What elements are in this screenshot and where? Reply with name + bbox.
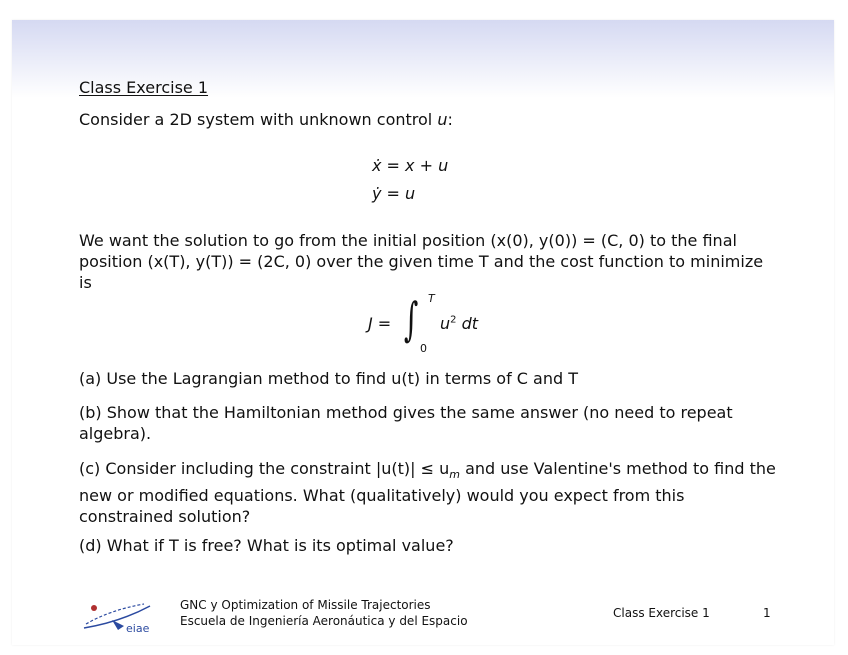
intro-text bbox=[79, 110, 453, 129]
logo-text: eiae bbox=[126, 622, 150, 635]
eiae-logo-icon bbox=[80, 600, 164, 636]
part-c bbox=[79, 458, 779, 527]
part-c-suffix: and use Valentine's method to find the new or modified equations. What (qualitatively) would you expect from this constrained solution? bbox=[79, 459, 776, 527]
part-c-prefix: (c) Consider including the constraint |u(t)| ≤ u bbox=[79, 459, 450, 478]
intro-suffix: : bbox=[447, 110, 453, 129]
equation-y: ẏ = u bbox=[372, 184, 416, 203]
integrand-differential: dt bbox=[461, 314, 479, 333]
cost-integral bbox=[368, 292, 508, 360]
part-a: (a) Use the Lagrangian method to find u(t) in terms of C and T bbox=[79, 369, 579, 388]
equation-x: ẋ = x + u bbox=[372, 156, 449, 175]
footer-section-title: Class Exercise 1 bbox=[613, 606, 710, 620]
part-c-subscript: m bbox=[449, 468, 460, 482]
integral-lhs: J = bbox=[368, 314, 392, 333]
part-d: (d) What if T is free? What is its optimal value? bbox=[79, 536, 454, 555]
integral-lower-limit: 0 bbox=[420, 342, 427, 355]
intro-variable: u bbox=[437, 110, 448, 129]
course-title: GNC y Optimization of Missile Trajectories bbox=[180, 598, 431, 612]
integrand bbox=[440, 314, 478, 333]
part-b: (b) Show that the Hamiltonian method gives the same answer (no need to repeat algebra). bbox=[79, 403, 733, 443]
page-number: 1 bbox=[763, 606, 771, 620]
integral-upper-limit: T bbox=[428, 292, 435, 305]
intro-prefix: Consider a 2D system with unknown control bbox=[79, 110, 438, 129]
school-name: Escuela de Ingeniería Aeronáutica y del Espacio bbox=[180, 614, 468, 628]
integral-sign: ∫ bbox=[404, 292, 419, 346]
slide-footer bbox=[12, 590, 834, 640]
integrand-variable: u bbox=[440, 314, 451, 333]
slide-title: Class Exercise 1 bbox=[79, 78, 209, 97]
integrand-power: 2 bbox=[450, 314, 457, 326]
slide bbox=[12, 20, 834, 645]
problem-statement: We want the solution to go from the initial position (x(0), y(0)) = (C, 0) to the final position (x(T), y(T)) = (2C, 0) over the given time T and the cost function to minimize is bbox=[79, 231, 764, 292]
